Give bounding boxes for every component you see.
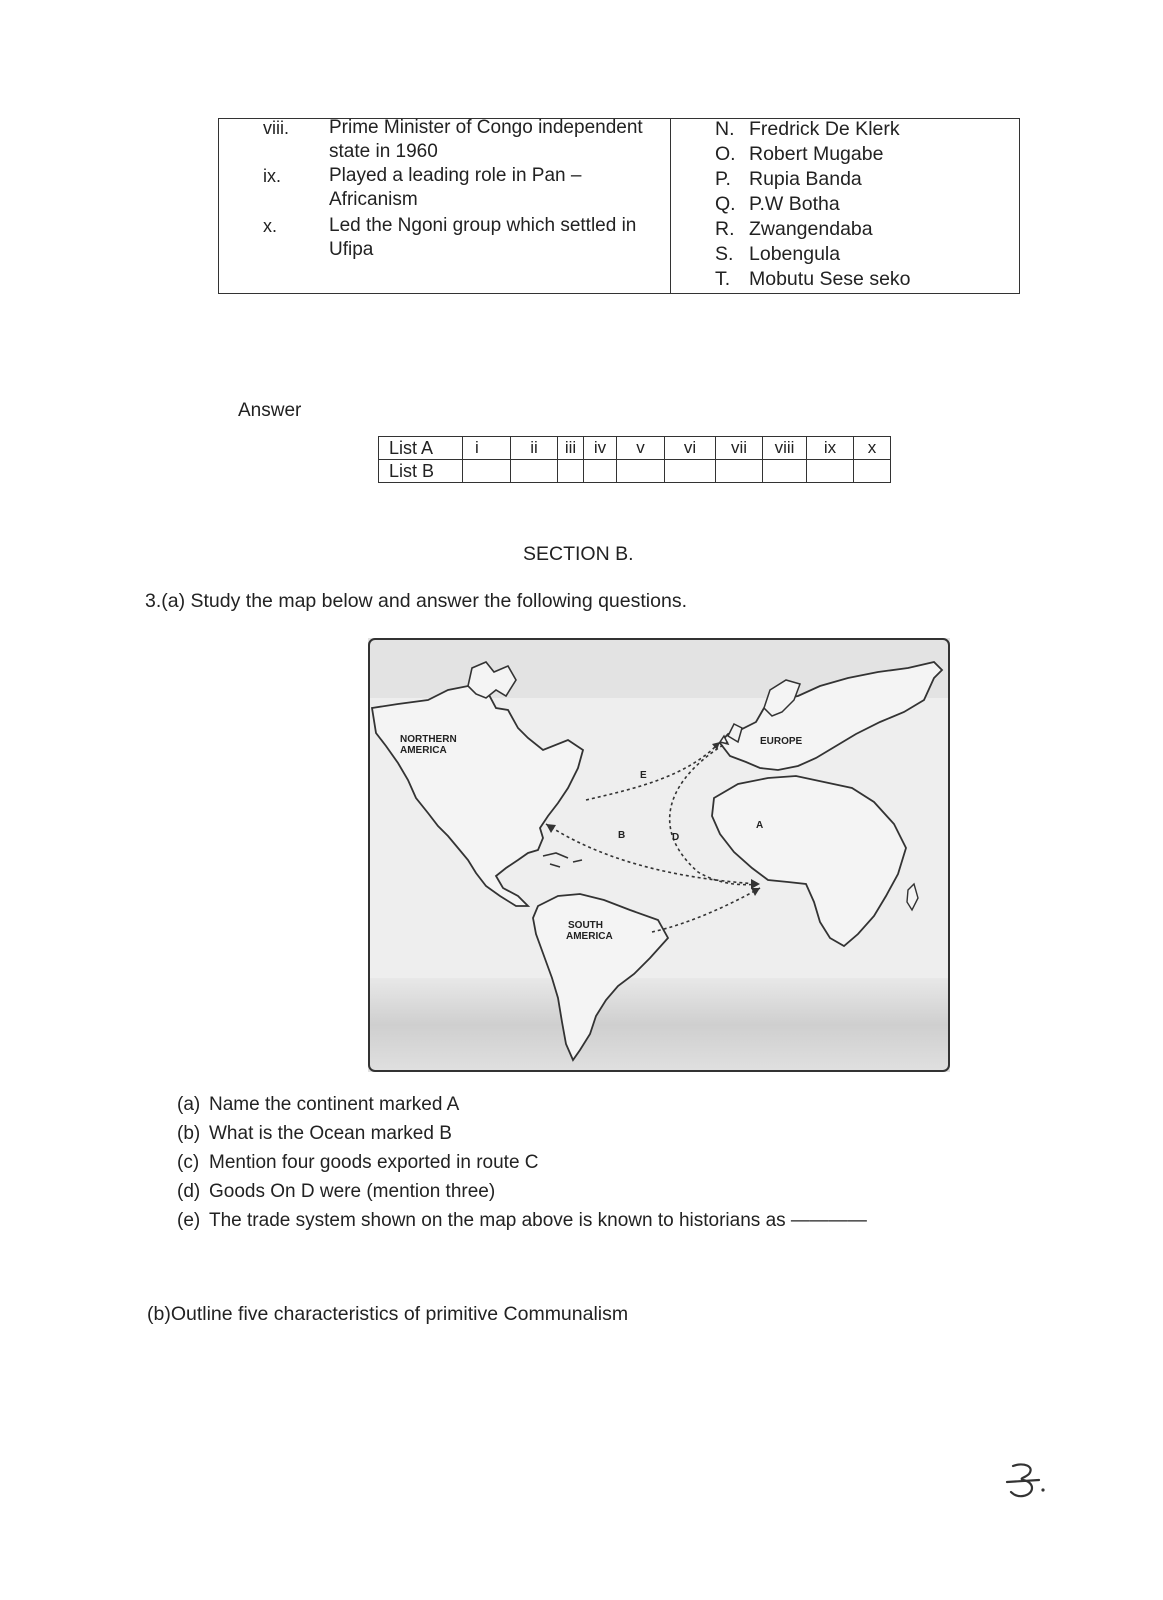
label-north-america-line2: AMERICA bbox=[400, 745, 447, 756]
answer-cell[interactable] bbox=[763, 460, 807, 483]
option-item: Q. P.W Botha bbox=[715, 193, 840, 215]
option-item: O. Robert Mugabe bbox=[715, 143, 884, 165]
answer-column-header: i bbox=[463, 437, 511, 460]
answer-column-header: ii bbox=[511, 437, 558, 460]
option-item: P. Rupia Banda bbox=[715, 168, 862, 190]
question-number: viii. bbox=[263, 118, 289, 138]
triangular-trade-map bbox=[368, 638, 950, 1072]
answer-column-header: vi bbox=[665, 437, 716, 460]
sub-question: (e) The trade system shown on the map above is known to historians as ———— bbox=[177, 1210, 867, 1231]
answer-column-header: v bbox=[617, 437, 665, 460]
answer-column-header: iii bbox=[558, 437, 584, 460]
list-b-row bbox=[379, 460, 891, 483]
answer-cell[interactable] bbox=[617, 460, 665, 483]
answer-column-header: x bbox=[854, 437, 891, 460]
sub-question: (c) Mention four goods exported in route C bbox=[177, 1152, 539, 1173]
table-divider bbox=[670, 119, 671, 293]
option-item: S. Lobengula bbox=[715, 243, 841, 265]
answer-cell[interactable] bbox=[463, 460, 511, 483]
answer-label: Answer bbox=[238, 400, 302, 421]
question-number: ix. bbox=[263, 166, 281, 186]
list-b-label: List B bbox=[379, 460, 463, 483]
answer-grid bbox=[378, 436, 891, 483]
question-number: x. bbox=[263, 216, 278, 236]
question-3b: (b)Outline five characteristics of primitive Communalism bbox=[147, 1303, 629, 1325]
answer-cell[interactable] bbox=[807, 460, 854, 483]
sub-question: (a) Name the continent marked A bbox=[177, 1094, 460, 1115]
label-route-b: B bbox=[618, 830, 626, 841]
sub-question: (d) Goods On D were (mention three) bbox=[177, 1181, 496, 1202]
option-item: T. Mobutu Sese seko bbox=[715, 268, 911, 290]
list-a-label: List A bbox=[379, 437, 463, 460]
answer-cell[interactable] bbox=[854, 460, 891, 483]
page-number-handwritten bbox=[1005, 1460, 1051, 1500]
answer-cell[interactable] bbox=[584, 460, 617, 483]
label-route-a: A bbox=[756, 820, 764, 831]
answer-cell[interactable] bbox=[665, 460, 716, 483]
option-item: N. Fredrick De Klerk bbox=[715, 118, 900, 140]
map-shading-bottom bbox=[368, 978, 950, 1072]
question-text: Prime Minister of Congo independent state in 1960 bbox=[329, 117, 643, 162]
label-south-america-line2: AMERICA bbox=[566, 931, 613, 942]
label-europe: EUROPE bbox=[760, 736, 803, 747]
sub-question: (b) What is the Ocean marked B bbox=[177, 1123, 452, 1144]
label-south-america-line1: SOUTH bbox=[568, 920, 603, 931]
question-text: Led the Ngoni group which settled in Ufipa bbox=[329, 215, 637, 260]
answer-column-header: ix bbox=[807, 437, 854, 460]
answer-column-header: iv bbox=[584, 437, 617, 460]
answer-column-header: viii bbox=[763, 437, 807, 460]
list-a-row bbox=[379, 437, 891, 460]
answer-cell[interactable] bbox=[511, 460, 558, 483]
option-item: R. Zwangendaba bbox=[715, 218, 873, 240]
label-route-d: D bbox=[672, 832, 680, 843]
answer-cell[interactable] bbox=[558, 460, 584, 483]
answer-column-header: vii bbox=[716, 437, 763, 460]
question-3-prompt: 3.(a) Study the map below and answer the following questions. bbox=[145, 590, 687, 612]
label-route-e: E bbox=[640, 770, 647, 781]
answer-cell[interactable] bbox=[716, 460, 763, 483]
label-north-america-line1: NORTHERN bbox=[400, 734, 457, 745]
matching-table bbox=[218, 118, 1020, 294]
question-text: Played a leading role in Pan – Africanism bbox=[329, 165, 582, 210]
section-title: SECTION B. bbox=[523, 543, 634, 565]
